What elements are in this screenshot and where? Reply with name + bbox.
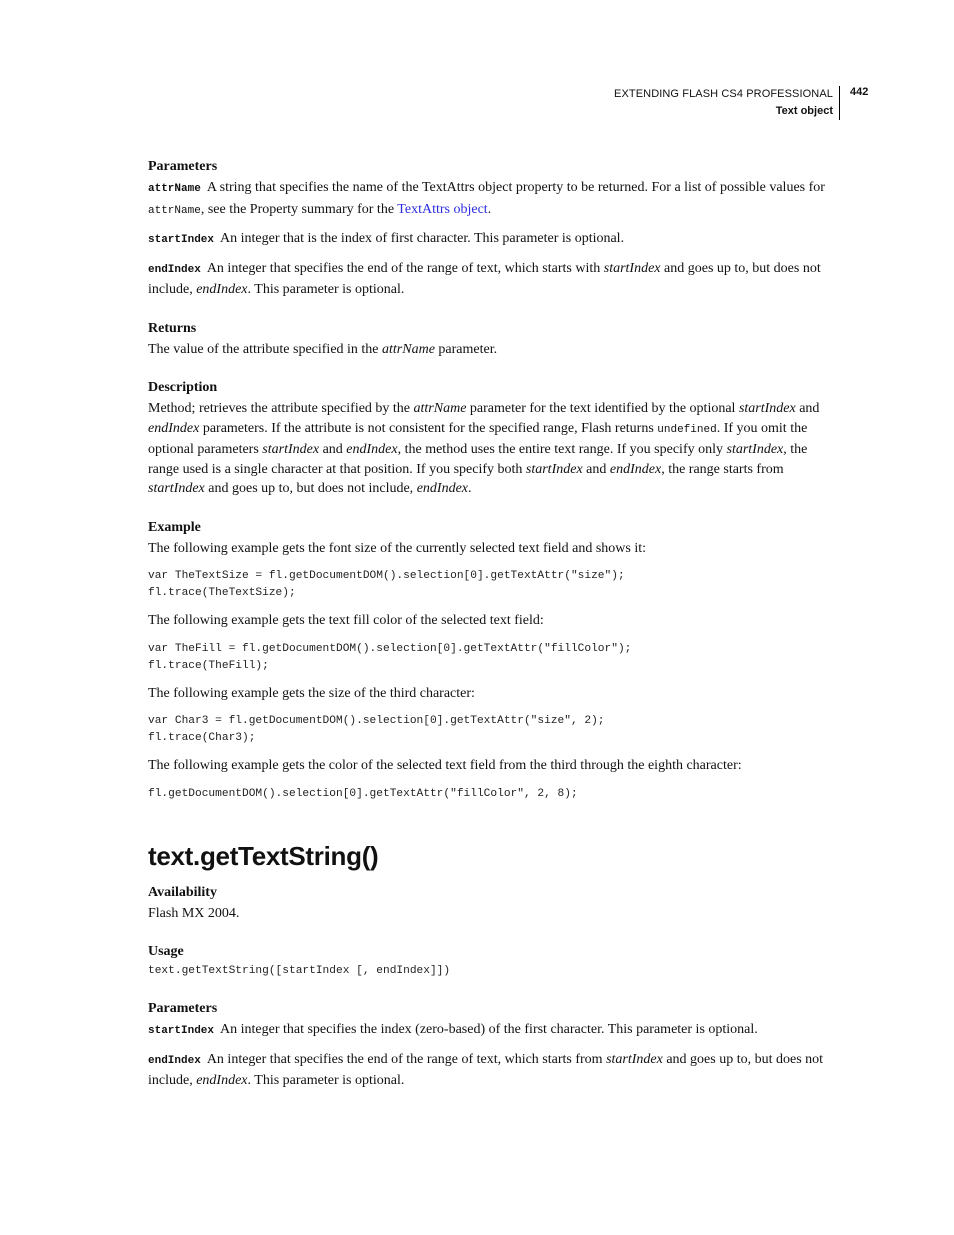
example-intro: The following example gets the font size of the currently selected text field and shows it: <box>148 540 647 556</box>
page-number: 442 <box>850 86 869 98</box>
example-heading: Example <box>148 519 201 535</box>
param-startindex: startIndex An integer that specifies the index (zero-based) of the first character. This parameter is optional. <box>148 1022 758 1037</box>
textattrs-object-link[interactable]: TextAttrs object <box>397 201 488 217</box>
param-name: startIndex <box>148 1025 215 1037</box>
header-doc-title: EXTENDING FLASH CS4 PROFESSIONAL <box>614 88 833 100</box>
parameters-heading: Parameters <box>148 159 218 174</box>
code-block: var TheTextSize = fl.getDocumentDOM().selection[0].getTextAttr("size"); fl.trace(TheTextSize); <box>148 570 625 599</box>
running-header <box>614 86 840 120</box>
page-content <box>148 158 840 1091</box>
method-title: text.getTextString() <box>148 840 379 871</box>
availability-heading: Availability <box>148 884 217 900</box>
description-heading: Description <box>148 380 218 395</box>
param-endindex: endIndex An integer that specifies the end of the range of text, which starts with startIndex and goes up to, but does not include, endIndex. This parameter is optional. <box>148 260 821 297</box>
example-intro: The following example gets the size of the third character: <box>148 685 475 701</box>
example-intro: The following example gets the text fill color of the selected text field: <box>148 613 544 628</box>
usage-heading: Usage <box>148 944 184 959</box>
param-name: startIndex <box>148 234 215 246</box>
returns-heading: Returns <box>148 320 197 336</box>
param-name: attrName <box>148 183 201 195</box>
availability-text: Flash MX 2004. <box>148 905 240 921</box>
param-name: endIndex <box>148 1054 201 1067</box>
code-block: var Char3 = fl.getDocumentDOM().selection[0].getTextAttr("size", 2); fl.trace(Char3); <box>148 715 605 744</box>
usage-code: text.getTextString([startIndex [, endIndex]]) <box>148 965 451 977</box>
example-intro: The following example gets the color of the selected text field from the third through the eighth character: <box>148 758 742 773</box>
param-name: endIndex <box>148 263 201 276</box>
code-block: var TheFill = fl.getDocumentDOM().selection[0].getTextAttr("fillColor"); fl.trace(TheFill); <box>148 642 632 672</box>
param-attrname: attrName A string that specifies the name of the TextAttrs object property to be returned. For a list of possible values for attrName, see the Property summary for the TextAttrs object. <box>148 180 825 217</box>
param-startindex: startIndex An integer that is the index of first character. This parameter is optional. <box>148 231 625 246</box>
param-endindex: endIndex An integer that specifies the end of the range of text, which starts from startIndex and goes up to, but does not include, endIndex. This parameter is optional. <box>148 1051 824 1088</box>
returns-text: The value of the attribute specified in the attrName parameter. <box>148 341 498 357</box>
description-text: Method; retrieves the attribute specified by the attrName parameter for the text identified by the optional startIndex and endIndex parameters. If the attribute is not consistent for the specified range, Flash returns undefined. If you omit the optional parameters startIndex and endIndex, the method uses the entire text range. If you specify only startIndex, the range used is a single character at that position. If you specify both startIndex and endIndex, the range starts from startIndex and goes up to, but does not include, endIndex. <box>148 401 820 496</box>
header-section: Text object <box>775 105 833 117</box>
parameters-heading: Parameters <box>148 1001 218 1016</box>
code-block: fl.getDocumentDOM().selection[0].getTextAttr("fillColor", 2, 8); <box>148 787 578 800</box>
